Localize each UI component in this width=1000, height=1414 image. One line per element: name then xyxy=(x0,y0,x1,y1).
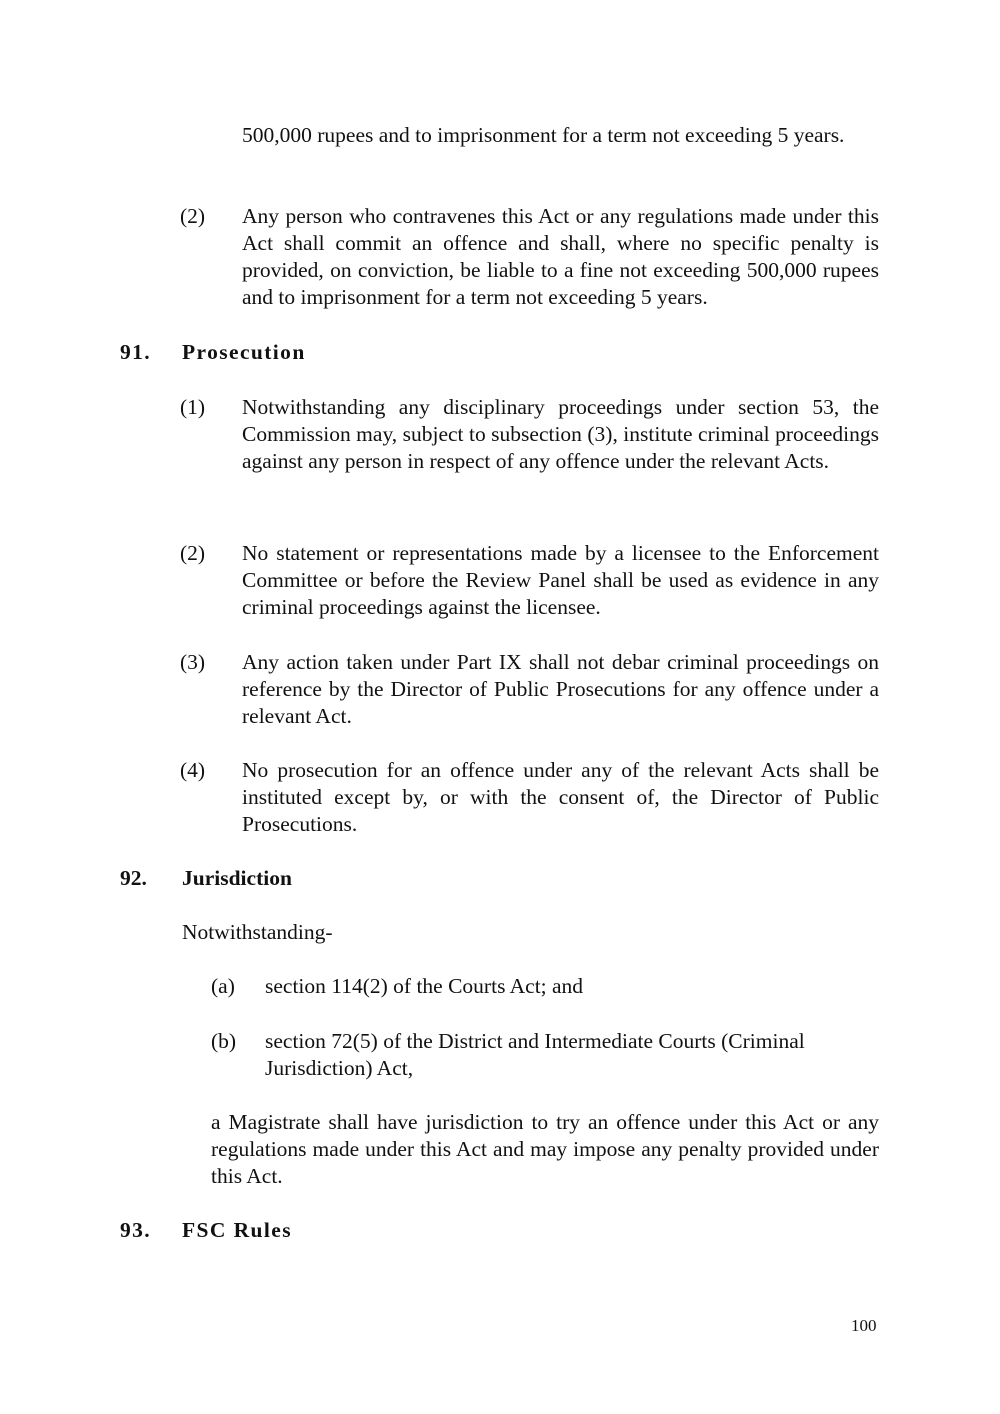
section-92-closing: a Magistrate shall have jurisdiction to try an offence under this Act or any regulations made under this Act and may impose any penalty provided under this Act. xyxy=(211,1110,879,1188)
paragraph-text: section 72(5) of the District and Intermediate Courts (Criminal Jurisdiction) Act, xyxy=(265,1029,805,1080)
section-92-intro: Notwithstanding- xyxy=(182,920,333,944)
subsection-text: Notwithstanding any disciplinary proceedings under section 53, the Commission may, subject to subsection (3), institute criminal proceedings against any person in respect of any offence under the relevant Acts. xyxy=(242,395,879,473)
section-number: 91. xyxy=(120,340,152,364)
subsection-text: Any action taken under Part IX shall not debar criminal proceedings on reference by the Director of Public Prosecutions for any offence under a relevant Act. xyxy=(242,650,879,728)
subsection-label: (2) xyxy=(180,204,206,228)
subsection-text: Any person who contravenes this Act or any regulations made under this Act shall commit an offence and shall, where no specific penalty is provided, on conviction, be liable to a fine not exceeding 500,000 rupees and to imprisonment for a term not exceeding 5 years. xyxy=(242,204,879,309)
section-number: 92. xyxy=(120,866,147,890)
section-title: Prosecution xyxy=(182,340,306,364)
subsection-label: (1) xyxy=(180,395,206,419)
subsection-label: (2) xyxy=(180,541,206,565)
paragraph-text: section 114(2) of the Courts Act; and xyxy=(265,974,584,998)
subsection-text: No prosecution for an offence under any of the relevant Acts shall be instituted except by, or with the consent of, the Director of Public Prosecutions. xyxy=(242,758,879,836)
page-number: 100 xyxy=(851,1316,877,1335)
subsection-text: No statement or representations made by a licensee to the Enforcement Committee or before the Review Panel shall be used as evidence in any criminal proceedings against the licensee. xyxy=(242,541,879,619)
subsection-label: (4) xyxy=(180,758,206,782)
paragraph-label: (b) xyxy=(211,1029,237,1053)
section-title: Jurisdiction xyxy=(182,866,292,890)
continuation-text: 500,000 rupees and to imprisonment for a term not exceeding 5 years. xyxy=(242,123,845,147)
paragraph-label: (a) xyxy=(211,974,235,998)
subsection-label: (3) xyxy=(180,650,206,674)
section-title: FSC Rules xyxy=(182,1218,292,1242)
section-number: 93. xyxy=(120,1218,152,1242)
